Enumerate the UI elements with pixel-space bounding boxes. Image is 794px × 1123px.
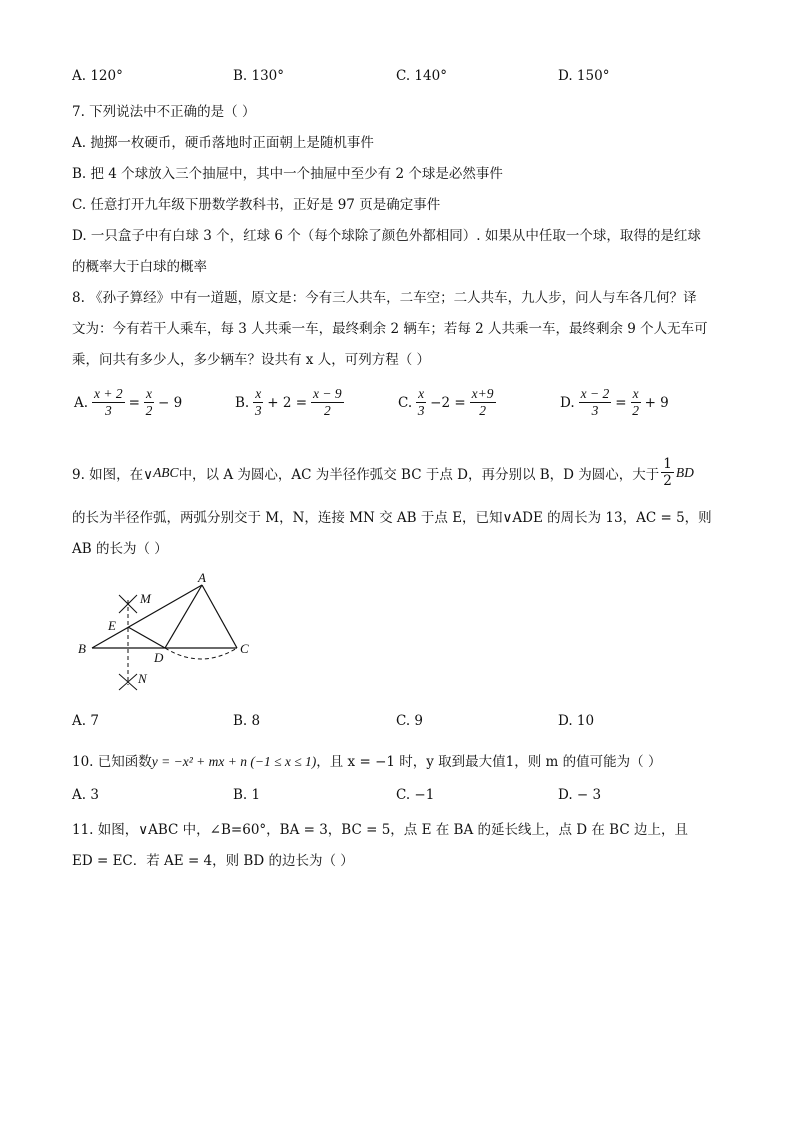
q6-option-c: C. 140° <box>396 68 447 84</box>
q6-option-b: B. 130° <box>233 68 285 84</box>
q7-option-d: D. 一只盒子中有白球 3 个，红球 6 个（每个球除了颜色外都相同）. 如果从中任取一个球，取得的是红球 <box>72 228 701 244</box>
q10-stem: 10. 已知函数y = −x² + mx + n (−1 ≤ x ≤ 1)，且 x = −1 时，y 取到最大值1，则 m 的值可能为（ ） <box>72 754 662 770</box>
q8-option-b: B. $\frac{x}{3}$ + 2 = $\frac{x - 9}{2}$ <box>235 386 342 418</box>
q9-stem-line2: 的长为半径作弧，两弧分别交于 M，N，连接 MN 交 AB 于点 E，已知∨ADE 的周长为 13，AC = 5，则 <box>72 510 712 526</box>
fig-label-c: C <box>240 641 249 656</box>
q7-stem: 7. 下列说法中不正确的是（ ） <box>72 104 256 120</box>
q6-option-a: A. 120° <box>72 68 123 84</box>
q9-option-b: B. 8 <box>233 713 261 729</box>
fig-label-n: N <box>138 671 147 686</box>
q11-stem-line2: ED = EC．若 AE = 4，则 BD 的边长为（ ） <box>72 853 354 869</box>
q9-option-a: A. 7 <box>72 713 99 729</box>
q8-option-a: A. $\frac{x + 2}{3}$ = $\frac{x}{2}$ − 9 <box>74 386 183 418</box>
q7-option-d-cont: 的概率大于白球的概率 <box>72 259 207 275</box>
q8-stem-line3: 乘，问共有多少人，多少辆车？设共有 x 人，可列方程（ ） <box>72 352 430 368</box>
q7-option-c: C. 任意打开九年级下册数学教科书，正好是 97 页是确定事件 <box>72 197 441 213</box>
q11-stem-line1: 11. 如图，∨ABC 中，∠B=60°，BA = 3，BC = 5，点 E 在 BA 的延长线上，点 D 在 BC 边上，且 <box>72 822 688 838</box>
q8-stem-line2: 文为：今有若干人乘车，每 3 人共乘一车，最终剩余 2 辆车；若每 2 人共乘一车，最终剩余 9 个人无车可 <box>72 321 708 337</box>
q10-option-c: C. −1 <box>396 787 435 803</box>
q9-stem-line3: AB 的长为（ ） <box>72 541 168 557</box>
q9-stem-line1: 9. 如图，在∨ ABC 中，以 A 为圆心，AC 为半径作弧交 BC 于点 D，再分别以 B，D 为圆心，大于 $\frac{1}{2}$ BD <box>72 456 694 489</box>
q6-option-d: D. 150° <box>558 68 610 84</box>
fig-label-d: D <box>154 650 164 665</box>
q10-option-b: B. 1 <box>233 787 261 803</box>
q9-option-d: D. 10 <box>558 713 595 729</box>
fig-label-a: A <box>198 570 206 585</box>
fig-label-b: B <box>78 641 86 656</box>
fig-label-e: E <box>108 618 116 633</box>
q8-option-d: D. $\frac{x - 2}{3}$ = $\frac{x}{2}$ + 9 <box>560 386 669 418</box>
fig-label-m: M <box>140 591 151 606</box>
q8-option-c: C. $\frac{x}{3}$ −2 = $\frac{x+9}{2}$ <box>398 386 494 418</box>
q10-option-a: A. 3 <box>72 787 99 803</box>
q7-option-a: A. 抛掷一枚硬币，硬币落地时正面朝上是随机事件 <box>72 135 374 151</box>
q9-figure <box>72 570 272 700</box>
q7-option-b: B. 把 4 个球放入三个抽屉中，其中一个抽屉中至少有 2 个球是必然事件 <box>72 166 503 182</box>
q9-option-c: C. 9 <box>396 713 424 729</box>
q10-option-d: D. − 3 <box>558 787 602 803</box>
q8-stem-line1: 8. 《孙子算经》中有一道题，原文是：今有三人共车，二车空；二人共车，九人步，问人与车各几何？译 <box>72 290 697 306</box>
